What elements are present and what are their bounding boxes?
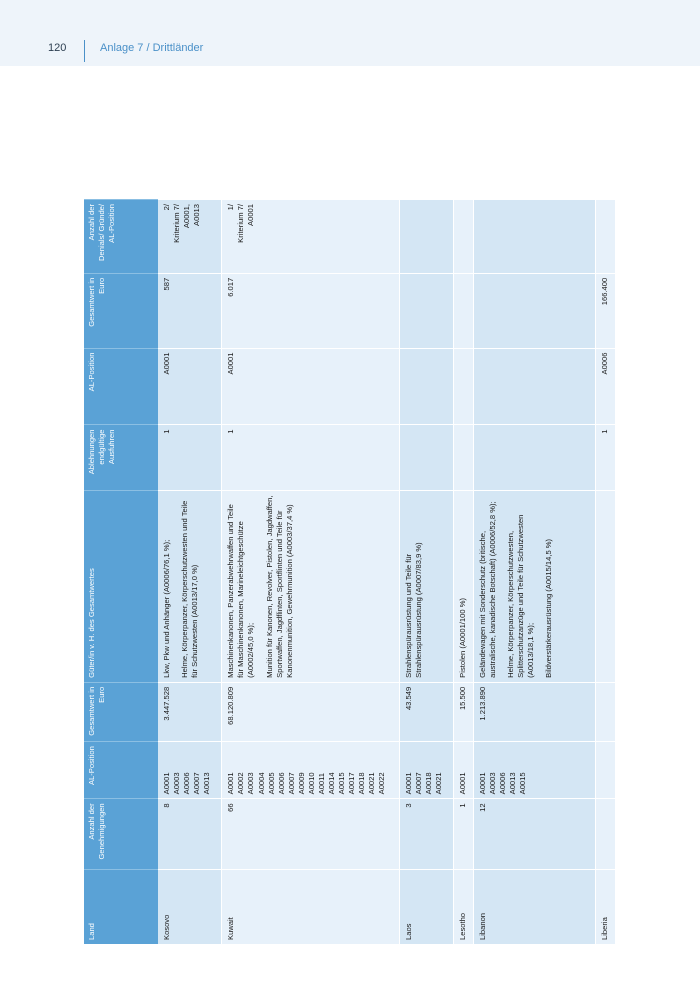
al-position-code: A0007 <box>413 772 423 795</box>
al-position-code: A0011 <box>316 772 326 795</box>
goods-entry: Lkw, Pkw und Anhänger (A0006/76,1 %); <box>162 539 171 678</box>
al-position-code: A0017 <box>346 772 356 795</box>
al-position-code: A0018 <box>356 772 366 795</box>
cell-gesamtwert: 43.549 <box>399 682 454 741</box>
cell-anzahl: 8 <box>158 799 222 869</box>
cell-al-positions <box>399 742 454 799</box>
page-number: 120 <box>48 42 67 54</box>
exports-table <box>84 199 616 944</box>
cell-anzahl: 3 <box>399 799 454 869</box>
cell-al-positions <box>474 742 596 799</box>
cell-ablehnungen: 1 <box>596 425 616 491</box>
cell-ablehnungen: 1 <box>222 425 399 491</box>
al-position-code: A0004 <box>256 772 266 795</box>
denial-reason-line: A0001 <box>246 204 256 226</box>
col-header-ablehnungen: Ablehnungen endgültige Ausfuhren <box>84 425 158 491</box>
goods-entry: Geländewagen mit Sonderschutz (britische, australische, kanadische Botschaft) (A0006/52,8 %); <box>478 501 498 678</box>
al-position-code: A0013 <box>508 772 518 795</box>
cell-abl-gesamtwert <box>474 273 596 348</box>
table-row <box>399 200 454 945</box>
table-row <box>158 200 222 945</box>
cell-gueter <box>158 491 222 682</box>
al-position-code: A0013 <box>202 772 212 795</box>
col-header-anzahl: Anzahl der Genehmigungen <box>84 799 158 869</box>
cell-gesamtwert: 1.213.890 <box>474 682 596 741</box>
al-position-code: A0003 <box>488 772 498 795</box>
al-position-code: A0021 <box>366 772 376 795</box>
al-position-code: A0001 <box>226 772 236 795</box>
cell-land: Liberia <box>596 869 616 944</box>
cell-land: Libanon <box>474 869 596 944</box>
al-position-code: A0018 <box>423 772 433 795</box>
al-position-code: A0001 <box>403 772 413 795</box>
denial-reason-line: Kriterium 7/ <box>236 204 246 243</box>
goods-entry: Maschinenkanonen, Panzerabwehrwaffen und Teile für Maschinenkanonen, Marineleichtgeschütze (A0002/45,0 %); <box>226 504 256 678</box>
col-header-gueter: Güter/in v. H. des Gesamtwertes <box>84 491 158 682</box>
col-header-abl-gesamtwert: Gesamtwert in Euro <box>84 273 158 348</box>
cell-abl-al-position <box>399 348 454 425</box>
col-header-denials: Anzahl der Denials/ Gründe/ AL-Position <box>84 200 158 274</box>
cell-al-positions <box>454 742 474 799</box>
section-title: Anlage 7 / Drittländer <box>100 42 204 54</box>
cell-anzahl: 1 <box>454 799 474 869</box>
cell-al-positions <box>222 742 399 799</box>
col-header-land: Land <box>84 869 158 944</box>
cell-land: Kosovo <box>158 869 222 944</box>
al-position-code: A0006 <box>276 772 286 795</box>
cell-abl-gesamtwert: 166.400 <box>596 273 616 348</box>
cell-ablehnungen <box>474 425 596 491</box>
al-position-code: A0003 <box>246 772 256 795</box>
al-position-code: A0003 <box>172 772 182 795</box>
al-position-code: A0009 <box>296 772 306 795</box>
col-header-al-position: AL-Position <box>84 742 158 799</box>
cell-al-positions <box>596 742 616 799</box>
cell-abl-al-position: A0001 <box>222 348 399 425</box>
goods-entry: Bildverstärkerausrüstung (A0015/14,5 %) <box>544 538 554 678</box>
al-position-code: A0021 <box>433 772 443 795</box>
denial-reason-line: 1/ <box>226 204 236 211</box>
cell-gesamtwert: 68.120.809 <box>222 682 399 741</box>
cell-abl-al-position <box>474 348 596 425</box>
denial-reason-line: A0013 <box>192 204 202 226</box>
cell-land: Lesotho <box>454 869 474 944</box>
goods-entry: Helme, Körperpanzer, Körperschutzwesten und Teile für Schutzwesten (A0013/17,0 %) <box>180 500 200 678</box>
denial-reason-line: 2/ <box>162 204 171 211</box>
al-position-code: A0015 <box>518 772 528 795</box>
cell-al-positions <box>158 742 222 799</box>
cell-denials <box>222 200 399 274</box>
al-position-code: A0022 <box>376 772 386 795</box>
cell-anzahl <box>596 799 616 869</box>
cell-ablehnungen <box>454 425 474 491</box>
cell-gueter <box>474 491 596 682</box>
cell-gesamtwert: 15.500 <box>454 682 474 741</box>
table-row <box>222 200 399 945</box>
al-position-code: A0006 <box>498 772 508 795</box>
cell-gesamtwert <box>596 682 616 741</box>
rotated-table-frame <box>84 199 616 944</box>
header-bar <box>0 0 700 66</box>
cell-gesamtwert: 3.447.528 <box>158 682 222 741</box>
table-row <box>474 200 596 945</box>
cell-denials <box>596 200 616 274</box>
cell-abl-al-position <box>454 348 474 425</box>
cell-gueter <box>222 491 399 682</box>
al-position-code: A0007 <box>286 772 296 795</box>
al-position-code: A0006 <box>182 772 192 795</box>
header-divider <box>84 40 85 62</box>
cell-ablehnungen: 1 <box>158 425 222 491</box>
denial-reason-line: A0001, <box>182 204 192 229</box>
goods-entry: Helme, Körperpanzer, Körperschutzwesten, Splitterschutzanzüge und Teile für Schutzwesten (A0013/18,1 %); <box>506 514 536 678</box>
cell-land: Laos <box>399 869 454 944</box>
cell-denials <box>454 200 474 274</box>
cell-ablehnungen <box>399 425 454 491</box>
al-position-code: A0001 <box>458 772 468 795</box>
goods-entry: Strahlenspürausrüstung und Teile für Strahlenspürausrüstung (A0007/83,9 %) <box>403 542 423 678</box>
cell-anzahl: 66 <box>222 799 399 869</box>
cell-abl-gesamtwert: 6.017 <box>222 273 399 348</box>
al-position-code: A0007 <box>192 772 202 795</box>
cell-abl-gesamtwert <box>454 273 474 348</box>
cell-gueter <box>454 491 474 682</box>
cell-gueter <box>596 491 616 682</box>
al-position-code: A0010 <box>306 772 316 795</box>
goods-entry: Munition für Kanonen, Revolver, Pistolen, Jagdwaffen, Sportwaffen, Jagdflinten, Sportflinten und Teile für Kanonenmunition, Gewehrmunition (A0003/37,4 %) <box>264 495 294 678</box>
cell-abl-gesamtwert: 587 <box>158 273 222 348</box>
cell-abl-al-position: A0001 <box>158 348 222 425</box>
al-position-code: A0002 <box>236 772 246 795</box>
table-row <box>596 200 616 945</box>
cell-land: Kuwait <box>222 869 399 944</box>
col-header-abl-al-position: AL-Position <box>84 348 158 425</box>
table-header-row <box>84 200 158 945</box>
denial-reason-line: Kriterium 7/ <box>172 204 182 243</box>
al-position-code: A0005 <box>266 772 276 795</box>
table-row <box>454 200 474 945</box>
cell-abl-al-position: A0006 <box>596 348 616 425</box>
cell-denials <box>474 200 596 274</box>
al-position-code: A0001 <box>162 772 171 795</box>
cell-gueter <box>399 491 454 682</box>
cell-denials <box>158 200 222 274</box>
col-header-gesamtwert: Gesamtwert in Euro <box>84 682 158 741</box>
al-position-code: A0015 <box>336 772 346 795</box>
al-position-code: A0001 <box>478 772 488 795</box>
cell-anzahl: 12 <box>474 799 596 869</box>
al-position-code: A0014 <box>326 772 336 795</box>
goods-entry: Pistolen (A0001/100 %) <box>458 598 468 678</box>
cell-denials <box>399 200 454 274</box>
cell-abl-gesamtwert <box>399 273 454 348</box>
